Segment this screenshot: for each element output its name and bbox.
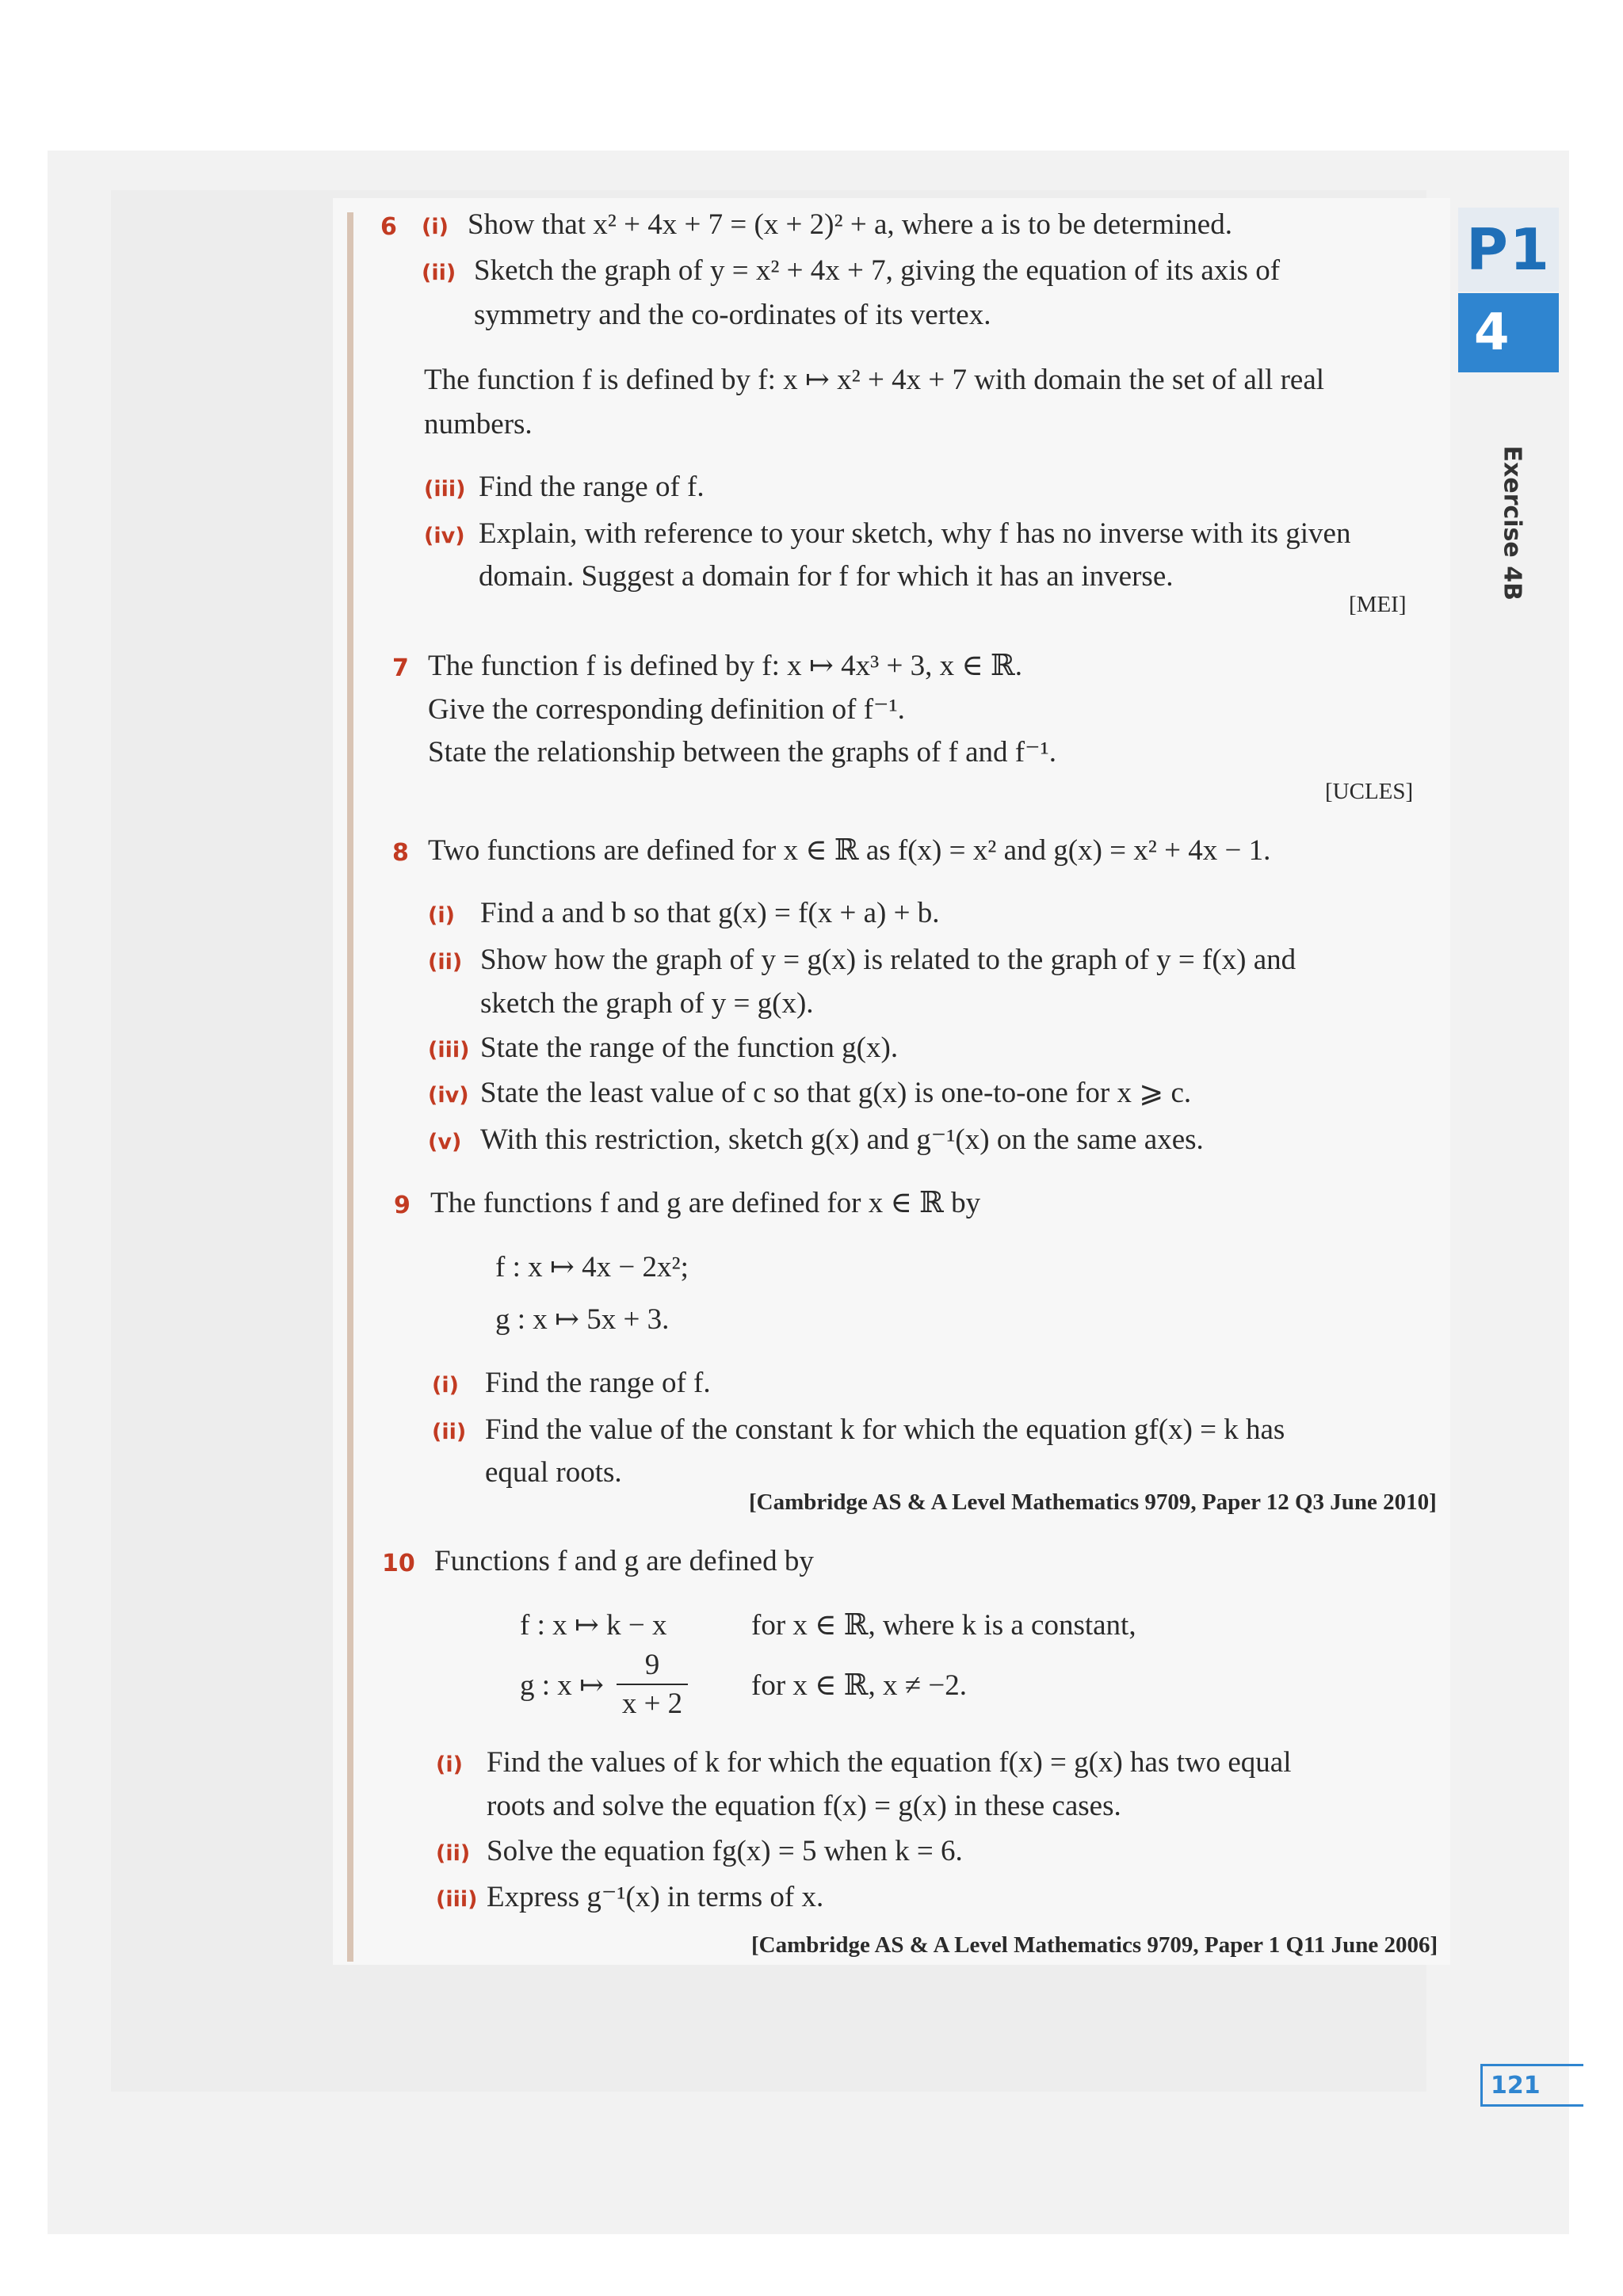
q6-part-iv-line2: domain. Suggest a domain for f for which it has an inverse. [479,560,1174,593]
q9-def-g: g : x ↦ 5x + 3. [495,1303,670,1336]
q7-line3: State the relationship between the graphs of f and f⁻¹. [428,736,1056,769]
q8-part-iv-text: State the least value of c so that g(x) is one-to-one for x ⩾ c. [480,1077,1192,1109]
q9-part-i-text: Find the range of f. [485,1367,711,1399]
q9-source: [Cambridge AS & A Level Mathematics 9709, Paper 12 Q3 June 2010] [749,1489,1437,1515]
q7-line1: The function f is defined by f: x ↦ 4x³ + 3, x ∈ ℝ. [428,650,1022,682]
q9-part-ii-line2: equal roots. [485,1456,622,1489]
q9-stem: The functions f and g are defined for x ∈ ℝ by [430,1187,981,1219]
q9-def-f: f : x ↦ 4x − 2x²; [495,1251,689,1283]
q10-def-f-map: f : x ↦ k − x [520,1609,667,1642]
q10-part-i-line2: roots and solve the equation f(x) = g(x) in these cases. [487,1790,1121,1822]
q7-line2: Give the corresponding definition of f⁻¹. [428,693,905,726]
q10-part-ii-label: (ii) [436,1841,471,1866]
question-8-number: 8 [392,839,409,867]
q8-part-ii-line1: Show how the graph of y = g(x) is related to the graph of y = f(x) and [480,944,1296,976]
q7-source: [UCLES] [1325,779,1414,804]
q10-source: [Cambridge AS & A Level Mathematics 9709, Paper 1 Q11 June 2006] [751,1932,1438,1958]
question-6-number: 6 [380,213,397,241]
q6-part-i-text: Show that x² + 4x + 7 = (x + 2)² + a, where a is to be determined. [468,208,1232,241]
q6-part-iv-line1: Explain, with reference to your sketch, why f has no inverse with its given [479,517,1351,550]
question-9-number: 9 [394,1192,411,1219]
q8-part-iii-text: State the range of the function g(x). [480,1032,899,1064]
q8-part-v-text: With this restriction, sketch g(x) and g⁻¹(x) on the same axes. [480,1123,1204,1156]
question-10-number: 10 [382,1550,415,1577]
q10-def-g-domain: for x ∈ ℝ, x ≠ −2. [751,1669,967,1702]
q9-part-ii-line1: Find the value of the constant k for which the equation gf(x) = k has [485,1413,1285,1446]
chapter-tab: P1 [1458,208,1559,292]
q6-part-ii-line1: Sketch the graph of y = x² + 4x + 7, giving the equation of its axis of [474,254,1281,287]
q8-part-i-text: Find a and b so that g(x) = f(x + a) + b. [480,897,940,929]
q6-part-iii-text: Find the range of f. [479,471,705,503]
section-label: Exercise 4B [1498,445,1526,601]
q10-part-iii-label: (iii) [436,1887,478,1912]
q8-part-v-label: (v) [428,1130,462,1154]
q6-source: [MEI] [1349,592,1407,617]
q8-stem: Two functions are defined for x ∈ ℝ as f(x) = x² and g(x) = x² + 4x − 1. [428,834,1271,867]
q10-part-i-label: (i) [436,1753,463,1777]
q10-part-iii-text: Express g⁻¹(x) in terms of x. [487,1881,824,1913]
q10-def-g-denominator: x + 2 [621,1688,683,1720]
q9-part-i-label: (i) [432,1373,459,1398]
q8-part-i-label: (i) [428,903,455,928]
q8-part-iii-label: (iii) [428,1038,470,1062]
q6-part-iv-label: (iv) [424,524,465,548]
q10-def-f-domain: for x ∈ ℝ, where k is a constant, [751,1609,1136,1642]
q10-part-ii-text: Solve the equation fg(x) = 5 when k = 6. [487,1835,963,1867]
q6-part-ii-line2: symmetry and the co-ordinates of its vertex. [474,299,991,331]
q10-part-i-line1: Find the values of k for which the equation f(x) = g(x) has two equal [487,1746,1292,1779]
q6-part-iii-label: (iii) [424,477,466,502]
fraction-bar [617,1684,688,1685]
q8-part-ii-line2: sketch the graph of y = g(x). [480,987,814,1020]
q8-part-ii-label: (ii) [428,950,463,974]
question-7-number: 7 [392,654,409,682]
q10-def-g-fraction [617,1648,688,1721]
margin-rule [347,212,353,1962]
q6-part-ii-label: (ii) [422,261,456,285]
q10-def-g-map: g : x ↦ [520,1669,605,1702]
q6-stem-line2: numbers. [424,408,533,441]
chapter-number-tab: 4 [1458,293,1559,372]
q8-part-iv-label: (iv) [428,1083,469,1108]
q10-stem: Functions f and g are defined by [434,1545,814,1577]
page-number: 121 [1480,2064,1583,2107]
q9-part-ii-label: (ii) [432,1420,467,1444]
q6-stem-line1: The function f is defined by f: x ↦ x² + 4x + 7 with domain the set of all real [424,364,1325,396]
q6-part-i-label: (i) [422,215,449,239]
q10-def-g-numerator: 9 [644,1649,660,1681]
